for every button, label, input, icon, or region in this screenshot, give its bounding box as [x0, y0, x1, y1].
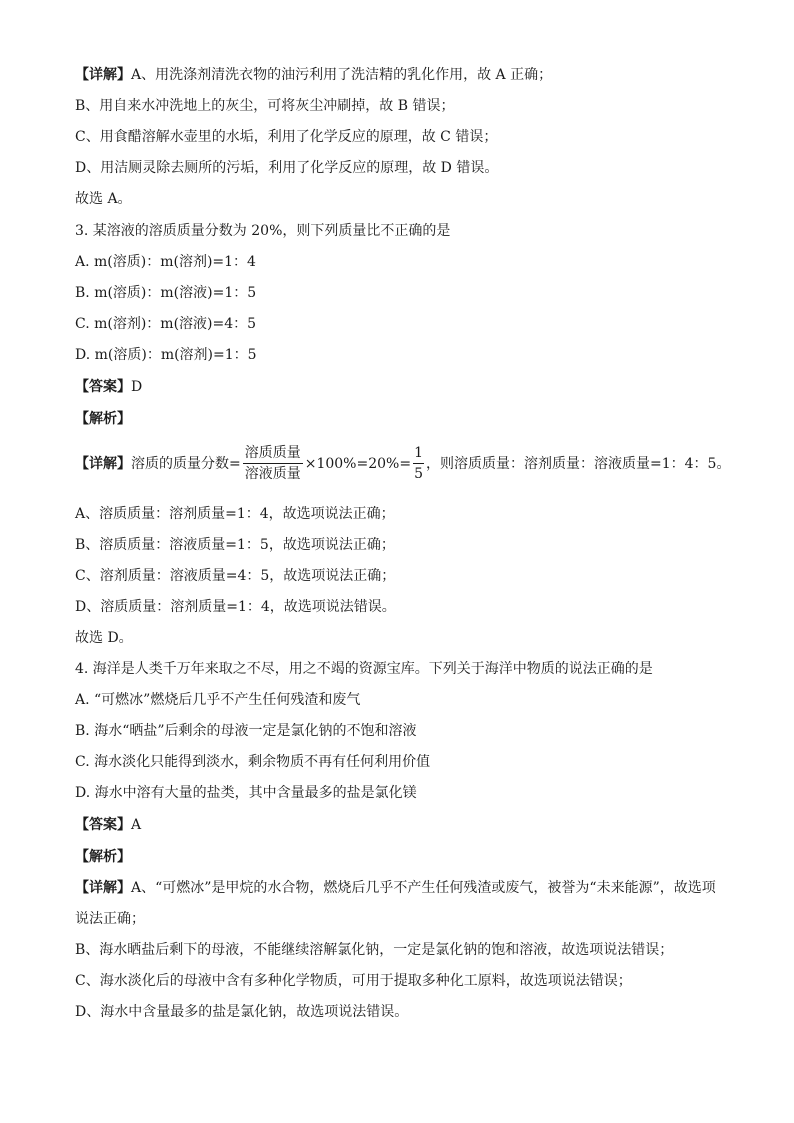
answer-tag: 【答案】 — [75, 379, 131, 395]
detail-line-a — [75, 66, 552, 84]
q4-answer — [75, 816, 141, 834]
detail-text: A、用洗涤剂清洗衣物的油污利用了洗洁精的乳化作用，故 A 正确； — [131, 67, 553, 83]
q4-option-d: D. 海水中溶有大量的盐类，其中含量最多的盐是氯化镁 — [75, 785, 417, 801]
answer-value: D — [131, 379, 143, 395]
q4-detail-d: D、海水中含量最多的盐是氯化钠，故选项说法错误。 — [75, 1004, 409, 1020]
choose-line: 故选 A。 — [75, 191, 132, 207]
detail-suffix: ，则溶质质量：溶剂质量：溶液质量=1：4：5。 — [426, 455, 731, 472]
detail-tag: 【详解】 — [75, 880, 131, 896]
q3-detail-a: A、溶质质量：溶剂质量=1：4，故选项说法正确； — [75, 506, 395, 522]
detail-tag: 【详解】 — [75, 67, 131, 83]
q4-detail-b: B、海水晒盐后剩下的母液，不能继续溶解氯化钠，一定是氯化钠的饱和溶液，故选项说法错误； — [75, 942, 674, 958]
q3-detail-formula — [75, 444, 730, 483]
q4-option-c: C. 海水淡化只能得到淡水，剩余物质不再有任何利用价值 — [75, 754, 431, 770]
question-4-stem: 4. 海洋是人类千万年来取之不尽，用之不竭的资源宝库。下列关于海洋中物质的说法正确的是 — [75, 661, 653, 677]
q3-option-d: D. m(溶质)：m(溶剂)=1：5 — [75, 347, 257, 363]
q4-detail-c: C、海水淡化后的母液中含有多种化学物质，可用于提取多种化工原料，故选项说法错误； — [75, 973, 632, 989]
q4-option-a: A. “可燃冰”燃烧后几乎不产生任何残渣和废气 — [75, 692, 361, 708]
answer-value: A — [131, 817, 142, 833]
q4-analysis-tag: 【解析】 — [75, 849, 131, 865]
q3-analysis-tag: 【解析】 — [75, 411, 131, 427]
detail-line-c: C、用食醋溶解水壶里的水垢，利用了化学反应的原理，故 C 错误； — [75, 129, 498, 145]
ratio-fraction — [413, 444, 424, 483]
fraction-numerator: 1 — [413, 444, 424, 464]
q4-detail-a — [75, 873, 725, 935]
q3-detail-c: C、溶剂质量：溶液质量=4：5，故选项说法正确； — [75, 568, 396, 584]
fraction-numerator: 溶质质量 — [243, 444, 303, 464]
q3-option-a: A. m(溶质)：m(溶剂)=1：4 — [75, 254, 256, 270]
mass-fraction-formula — [243, 444, 303, 483]
detail-tag: 【详解】 — [75, 455, 131, 472]
fraction-denominator: 5 — [414, 466, 423, 482]
answer-tag: 【答案】 — [75, 817, 131, 833]
q3-choose: 故选 D。 — [75, 630, 133, 646]
detail-line-b: B、用自来水冲洗地上的灰尘，可将灰尘冲刷掉，故 B 错误； — [75, 98, 455, 114]
q3-detail-b: B、溶质质量：溶液质量=1：5，故选项说法正确； — [75, 537, 395, 553]
detail-line-d: D、用洁厕灵除去厕所的污垢，利用了化学反应的原理，故 D 错误。 — [75, 160, 499, 176]
detail-prefix: 溶质的质量分数= — [131, 455, 241, 472]
q3-answer — [75, 378, 142, 396]
q3-detail-d: D、溶质质量：溶剂质量=1：4，故选项说法错误。 — [75, 599, 396, 615]
q3-option-b: B. m(溶质)：m(溶液)=1：5 — [75, 285, 257, 301]
fraction-denominator: 溶液质量 — [244, 466, 301, 482]
q3-option-c: C. m(溶剂)：m(溶液)=4：5 — [75, 316, 257, 332]
q4-option-b: B. 海水“晒盐”后剩余的母液一定是氯化钠的不饱和溶液 — [75, 723, 417, 739]
question-3-stem: 3. 某溶液的溶质质量分数为 20%，则下列质量比不正确的是 — [75, 223, 451, 239]
detail-text: A、“可燃冰”是甲烷的水合物，燃烧后几乎不产生任何残渣或废气，被誉为“未来能源”，故选项说法正确； — [75, 880, 716, 927]
detail-mid: ×100%=20%= — [304, 455, 412, 472]
